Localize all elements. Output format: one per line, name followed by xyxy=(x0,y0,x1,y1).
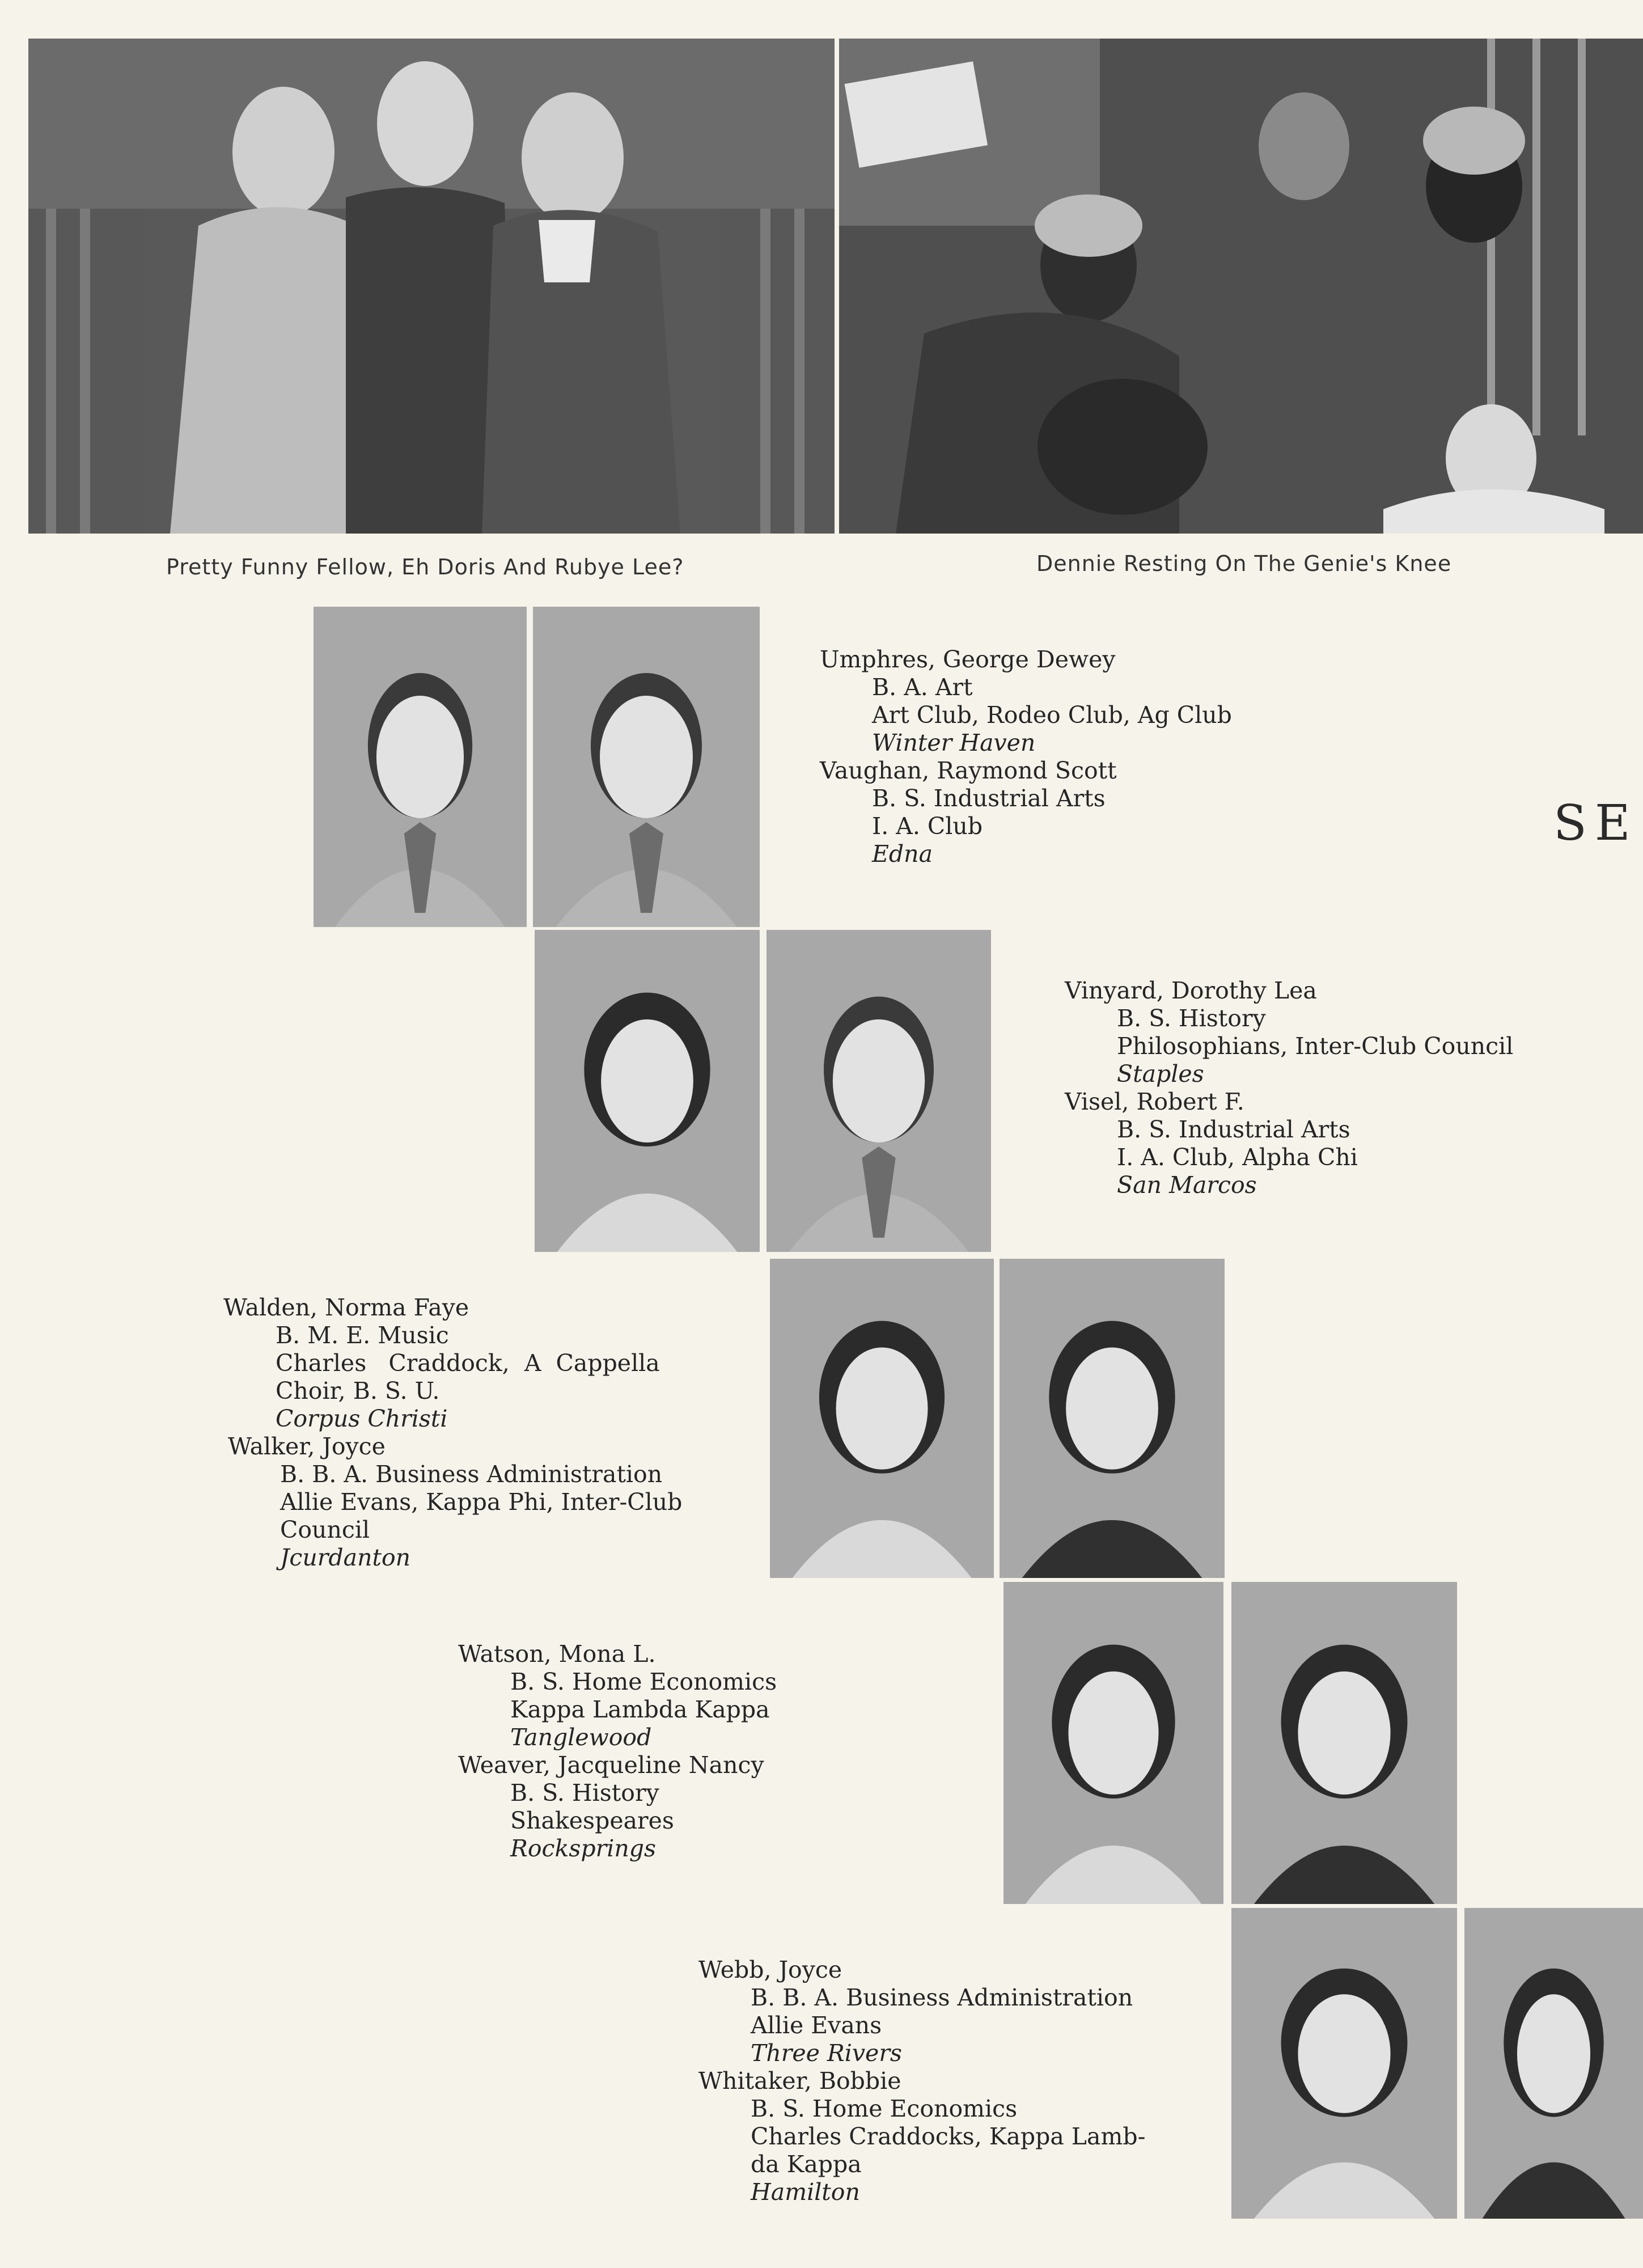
caption-right: Dennie Resting On The Genie's Knee xyxy=(1036,551,1452,576)
entry-activities: Philosophians, Inter-Club Council xyxy=(1117,1033,1514,1060)
entry-activities: Council xyxy=(280,1516,370,1543)
entry-group-3 xyxy=(223,1294,682,1572)
entry-hometown: Staples xyxy=(1117,1060,1204,1088)
entry-name: Walker, Joyce xyxy=(228,1433,386,1460)
entry-name: Vaughan, Raymond Scott xyxy=(820,757,1117,784)
entry-group-5 xyxy=(698,1956,1145,2206)
entry-hometown: Three Rivers xyxy=(751,2039,902,2067)
entry-degree: B. S. Home Economics xyxy=(751,2095,1018,2122)
portrait-photo xyxy=(1464,1908,1643,2219)
section-heading: SE xyxy=(1553,795,1638,852)
candid-photo-sofa xyxy=(28,39,835,534)
portrait-photo xyxy=(770,1259,994,1578)
entry-activities: Charles Craddock, A Cappella xyxy=(276,1349,660,1377)
portrait-photo xyxy=(1000,1259,1225,1578)
entry-activities: I. A. Club xyxy=(872,813,983,840)
entry-degree: B. S. Home Economics xyxy=(510,1668,777,1695)
entry-name: Umphres, George Dewey xyxy=(820,646,1116,673)
entry-degree: B. A. Art xyxy=(872,674,973,701)
portrait-photo xyxy=(1231,1908,1457,2219)
entry-degree: B. S. Industrial Arts xyxy=(872,785,1106,812)
entry-name: Visel, Robert F. xyxy=(1065,1088,1244,1115)
entry-degree: B. B. A. Business Administration xyxy=(751,1984,1133,2011)
entry-group-4 xyxy=(458,1640,777,1863)
entry-name: Walden, Norma Faye xyxy=(223,1294,469,1321)
entry-activities: Shakespeares xyxy=(510,1807,674,1834)
entry-activities: da Kappa xyxy=(751,2151,862,2178)
entry-activities: Art Club, Rodeo Club, Ag Club xyxy=(872,701,1232,729)
portrait-photo xyxy=(535,930,760,1252)
portrait-photo xyxy=(314,607,527,927)
entry-hometown: Hamilton xyxy=(751,2178,860,2206)
entry-hometown: Edna xyxy=(872,840,933,868)
entry-name: Watson, Mona L. xyxy=(458,1640,656,1668)
entry-degree: B. S. History xyxy=(510,1779,659,1806)
portrait-photo xyxy=(767,930,991,1252)
entry-degree: B. S. History xyxy=(1117,1005,1266,1032)
entry-activities: I. A. Club, Alpha Chi xyxy=(1117,1144,1358,1171)
entry-hometown: Winter Haven xyxy=(872,729,1036,756)
candid-photo-genie xyxy=(839,39,1643,534)
entry-hometown: Tanglewood xyxy=(510,1724,652,1751)
entry-group-2 xyxy=(1065,977,1513,1199)
entry-name: Weaver, Jacqueline Nancy xyxy=(458,1751,764,1779)
entry-activities: Kappa Lambda Kappa xyxy=(510,1696,770,1723)
entry-activities: Allie Evans, Kappa Phi, Inter-Club xyxy=(280,1488,683,1516)
portrait-photo xyxy=(1231,1582,1457,1904)
caption-left: Pretty Funny Fellow, Eh Doris And Rubye Lee? xyxy=(166,555,684,579)
entry-name: Whitaker, Bobbie xyxy=(698,2067,901,2094)
entry-hometown: Jcurdanton xyxy=(280,1544,411,1571)
portrait-photo xyxy=(533,607,760,927)
entry-activities: Charles Craddocks, Kappa Lamb- xyxy=(751,2123,1146,2150)
entry-activities: Choir, B. S. U. xyxy=(276,1377,440,1404)
entry-degree: B. M. E. Music xyxy=(276,1322,449,1349)
entry-group-1 xyxy=(820,646,1232,868)
entry-name: Vinyard, Dorothy Lea xyxy=(1065,977,1317,1004)
entry-hometown: San Marcos xyxy=(1117,1171,1257,1199)
entry-activities: Allie Evans xyxy=(751,2012,882,2039)
entry-degree: B. B. A. Business Administration xyxy=(280,1461,663,1488)
portrait-photo xyxy=(1003,1582,1223,1904)
entry-hometown: Corpus Christi xyxy=(276,1405,448,1432)
entry-name: Webb, Joyce xyxy=(698,1956,842,1983)
entry-degree: B. S. Industrial Arts xyxy=(1117,1116,1350,1143)
entry-hometown: Rocksprings xyxy=(510,1835,657,1862)
